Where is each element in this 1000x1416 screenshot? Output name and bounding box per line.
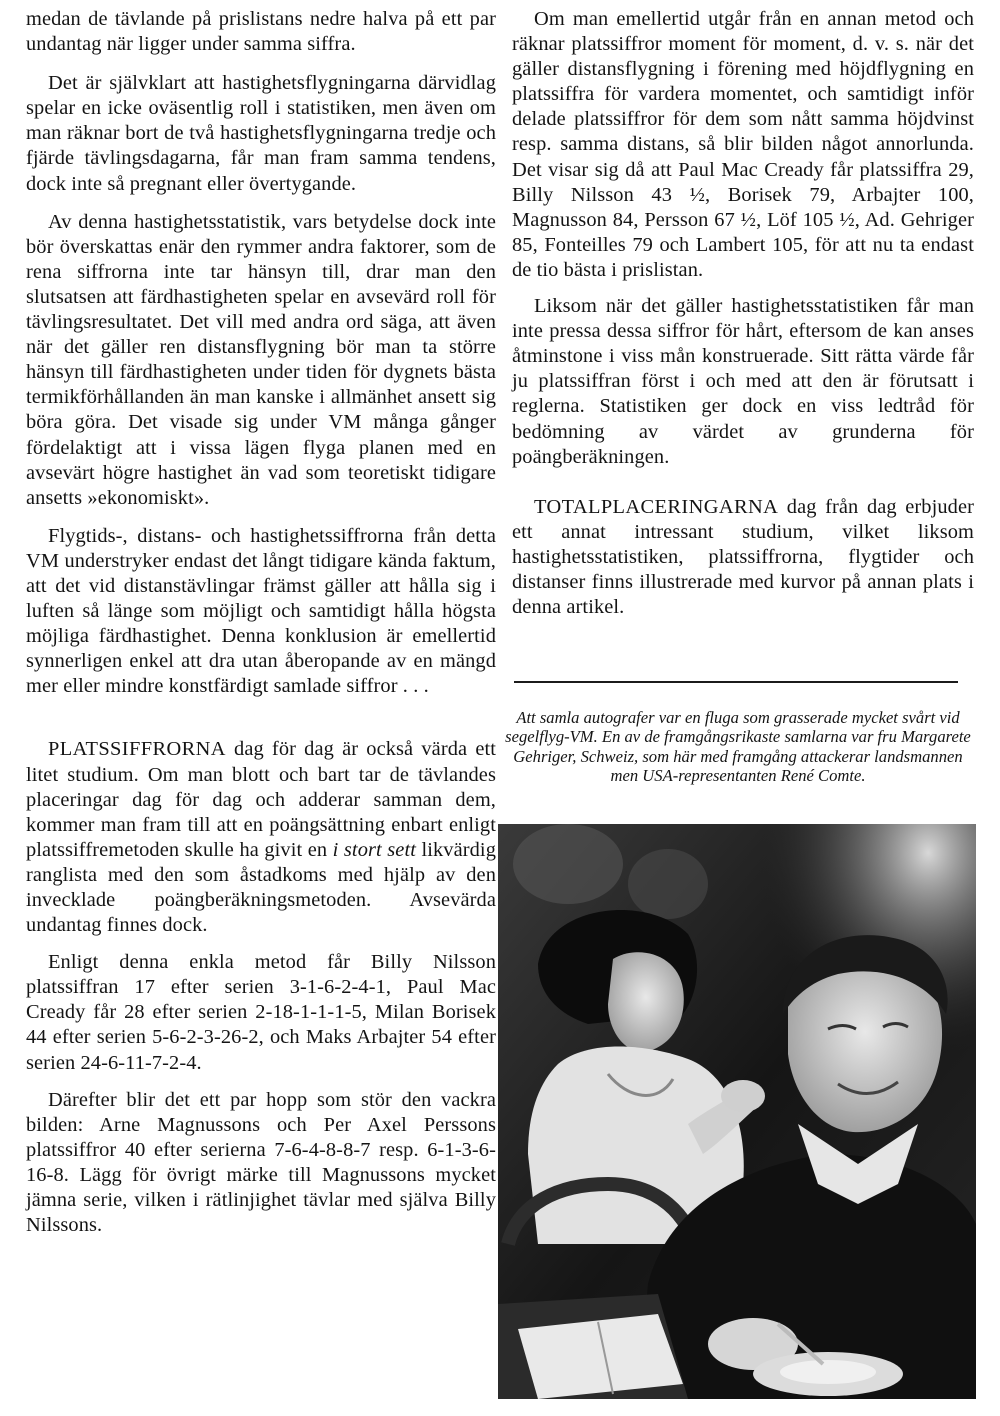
text-run: likvärdig ranglista med den som åstadkoms med hjälp av den invecklade poängberäkningsmetoden. Avsevärda undantag finnes dock. <box>26 838 496 937</box>
paragraph: Av denna hastighetsstatistik, vars betydelse dock inte bör överskattas enär den rymmer andra faktorer, som de rena siffrorna inte tar hänsyn till, drar man den slutsatsen att färdhastigheten spelar en avsevärd roll för tävlingsresultatet. Det vill med andra ord säga, att även när det gäller ren distansflygning bör man ta större hänsyn till färdhastigheten under tiden för dygnets bästa termikförhållanden än man kanske i allmänhet ansett sig böra göra. Det visade sig under VM många gånger fördelaktigt att i vissa lägen flyga planen med en avsevärt högre hastighet än vad som teoretiskt tidigare ansetts »ekonomiskt». <box>26 210 496 509</box>
italic-phrase: i stort sett <box>332 838 416 861</box>
paragraph: Därefter blir det ett par hopp som stör den vackra bilden: Arne Magnussons och Per Axel Perssons platssiffror 40 efter serierna 7-6-4-8-8-7 resp. 6-1-3-6-16-8. Lägg för övrigt märke till Magnussons mycket jämna serie, vilken i rätlinjighet tävlar med själva Billy Nilssons. <box>26 1088 496 1237</box>
paragraph <box>26 737 496 938</box>
section-lead-word: PLATSSIFFRORNA <box>48 738 226 761</box>
divider-rule <box>514 681 958 683</box>
paragraph <box>512 495 974 620</box>
section-lead-word: TOTALPLACERINGARNA <box>534 495 779 518</box>
paragraph: Enligt denna enkla metod får Billy Nilsson platssiffran 17 efter serien 3-1-6-2-4-1, Paul Mac Cready får 28 efter serien 2-18-1-1-1-5, Milan Borisek 44 efter serien 5-6-2-3-26-2, och Maks Arbajter 54 efter serien 24-6-11-7-2-4. <box>26 951 496 1074</box>
paragraph: Flygtids-, distans- och hastighetssiffrorna från detta VM understryker endast det långt tidigare kända faktum, att det vid distanstävlingar främst gäller att hålla sig i luften så länge som möjligt och samtidigt hålla högsta möjliga färdhastighet. Denna konklusion är emellertid synnerligen enkel att dra utan åberopande av en mängd mer eller mindre konstfärdigt samlade siffror . . . <box>26 524 496 698</box>
right-column <box>512 0 974 620</box>
photo-caption: Att samla autografer var en fluga som grasserade mycket svårt vid segelflyg-VM. En av de framgångsrikaste samlarna var fru Margarete Gehriger, Schweiz, som här med framgång attackerar landsmannen men USA-representanten René Comte. <box>505 708 971 786</box>
paragraph: Det är självklart att hastighetsflygningarna därvidlag spelar en icke oväsentlig roll i statistiken, men även om man räknar bort de två hastighetsflygningarna tredje och fjärde tävlingsdagarna, får man fram samma tendens, dock inte så pregnant eller övertygande. <box>26 72 496 195</box>
paragraph: Om man emellertid utgår från en annan metod och räknar platssiffror moment för moment, d. v. s. när det gäller distansflygning i förening med höjdflygning en platssiffra för vardera momentet, och samtidigt inför delade platssiffror för dem som nått samma höjdvinst resp. samma distans, så blir bilden något annorlunda. Det visar sig då att Paul Mac Cready får platssiffra 29, Billy Nilsson 43 ½, Borisek 79, Arbajter 100, Magnusson 84, Persson 67 ½, Löf 105 ½, Ad. Gehriger 85, Fonteilles 79 och Lambert 105, för att nu ta endast de tio bästa i prislistan. <box>512 8 974 281</box>
photo-illustration <box>498 824 976 1399</box>
left-column <box>26 0 496 1238</box>
photograph <box>498 824 976 1399</box>
text-run: dag för dag är också värda ett litet studium. Om man blott och bart tar de tävlandes placeringar dag för dag och adderar samman dem, kommer man fram till att en poängsättning enbart enligt platssiffremetoden skulle ha givit en <box>26 738 496 861</box>
paragraph: Liksom när det gäller hastighetsstatistiken får man inte pressa dessa siffror för hårt, eftersom de kan anses åtminstone i viss mån konstruerade. Sitt rätta värde får ju platssiffran först i och med att den är förutsatt i reglerna. Statistiken ger dock en viss ledtråd för bedömning av värdet av grunderna för poängberäkningen. <box>512 295 974 468</box>
text-run: dag från dag erbjuder ett annat intressant studium, vilket liksom hastighetsstatistiken, platssiffrorna, flygtider och distanser finns illustrerade med kurvor på annan plats i denna artikel. <box>512 495 974 619</box>
paragraph: medan de tävlande på prislistans nedre halva på ett par undantag när ligger under samma siffra. <box>26 8 496 56</box>
